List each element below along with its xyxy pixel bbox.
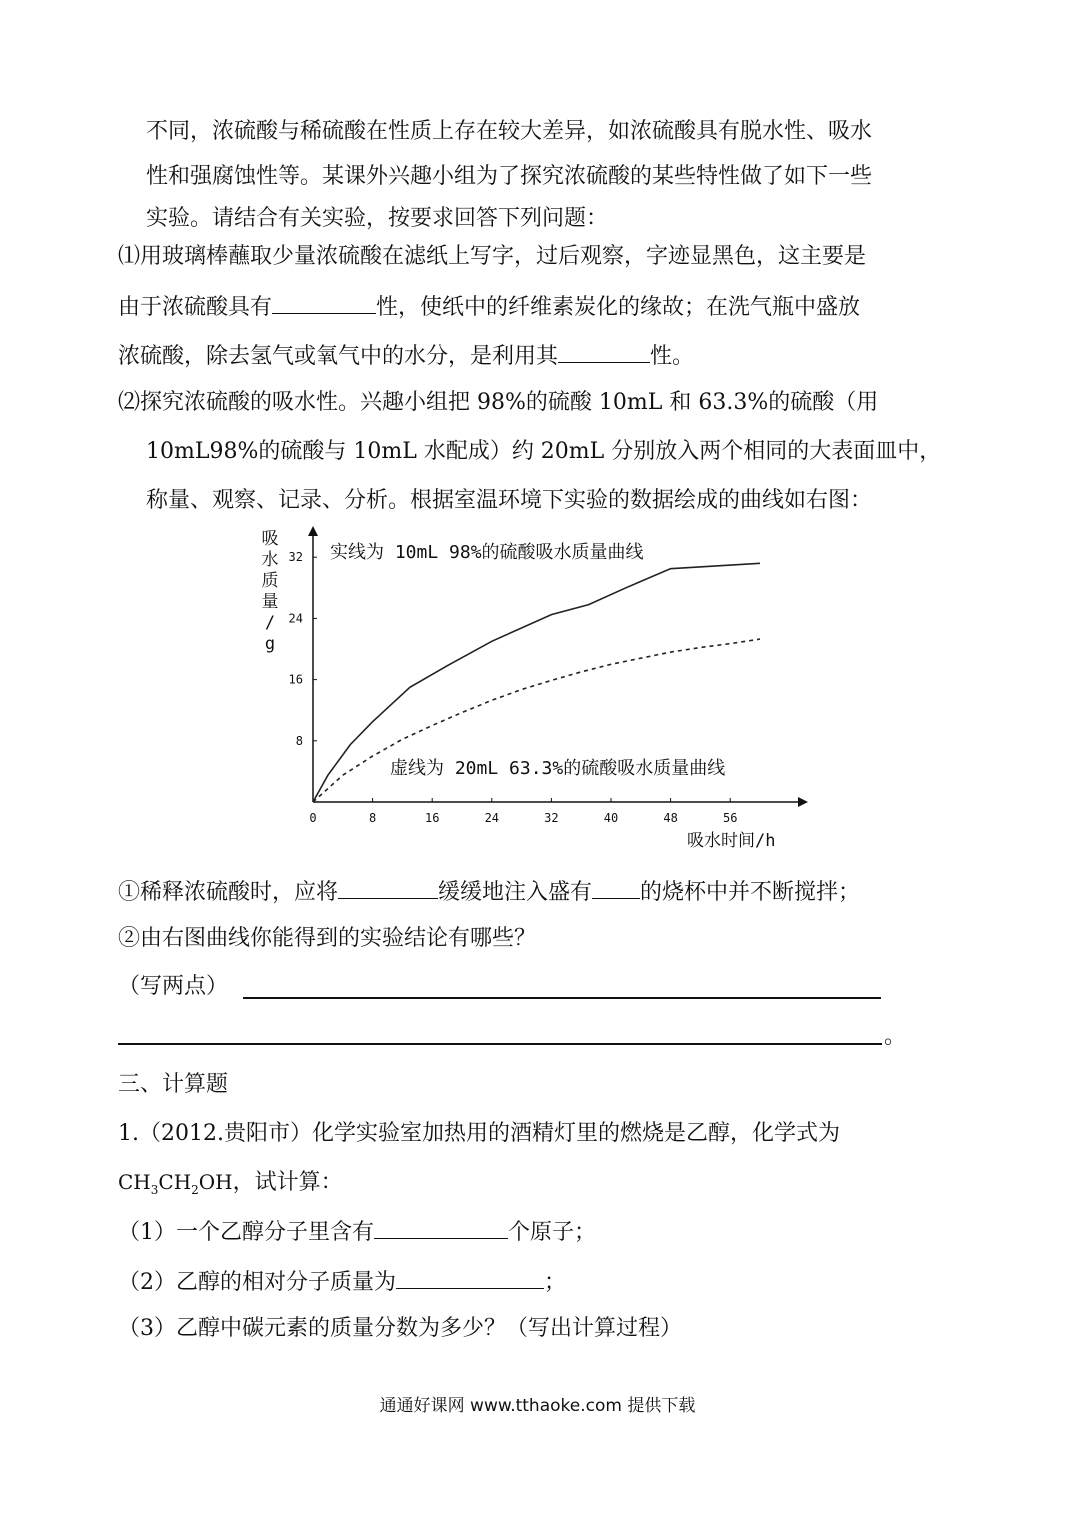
section-3-sub-1	[118, 1216, 596, 1248]
x-tick-label: 48	[663, 811, 678, 825]
formula-ch: CH	[118, 1170, 151, 1194]
answer-blank-acid[interactable]	[338, 876, 438, 899]
x-tick-label: 56	[722, 811, 738, 825]
q2-line-2: 10mL98%的硫酸与 10mL 水配成）约 20mL 分别放入两个相同的大表面皿中，	[146, 439, 942, 464]
q2-sub-1-b: 缓缓地注入盛有	[438, 880, 593, 905]
formula-tail: ，试计算：	[232, 1170, 343, 1195]
answer-line-2[interactable]	[118, 1043, 882, 1045]
y-label-char: g	[264, 634, 276, 654]
y-label-char: 质	[261, 571, 279, 591]
x-tick-label: 32	[544, 811, 559, 825]
x-tick-label: 24	[484, 811, 500, 825]
section-3-sub-1-b: 个原子；	[508, 1220, 597, 1245]
q1-line-2-b: 性，使纸中的纤维素炭化的缘故；在洗气瓶中盛放	[376, 295, 861, 320]
section-3-title: 三、计算题	[118, 1072, 229, 1097]
q2-line-1: ⑵探究浓硫酸的吸水性。兴趣小组把 98%的硫酸 10mL 和 63.3%的硫酸（用	[118, 390, 879, 415]
answer-line-1[interactable]	[243, 997, 881, 999]
y-axis-label	[262, 529, 279, 654]
section-3-sub-2-b: ；	[544, 1270, 567, 1295]
answer-blank-water[interactable]	[592, 876, 640, 899]
x-tick-label: 16	[424, 811, 440, 825]
answer-blank-dehydration[interactable]	[272, 291, 376, 314]
q2-sub-2: ②由右图曲线你能得到的实验结论有哪些？	[118, 926, 537, 951]
end-period: 。	[884, 1024, 907, 1049]
q1-line-1: ⑴用玻璃棒蘸取少量浓硫酸在滤纸上写字，过后观察，字迹显黑色，这主要是	[118, 244, 867, 269]
q2-sub-2-hint: （写两点）	[118, 974, 229, 999]
y-tick-label: 32	[288, 550, 303, 565]
q1-line-3-b: 性。	[650, 344, 695, 369]
y-label-char: 量	[261, 592, 279, 612]
x-axis-arrow	[798, 797, 808, 807]
legend-dashed-series: 虚线为 20mL 63.3%的硫酸吸水质量曲线	[390, 758, 726, 779]
section-3-sub-1-a: （1）一个乙醇分子里含有	[118, 1220, 374, 1245]
y-label-char: /	[264, 613, 276, 633]
answer-blank-absorption[interactable]	[558, 340, 650, 363]
x-axis-label: 吸水时间/h	[687, 831, 776, 850]
q1-line-3	[118, 340, 694, 372]
y-tick-label: 16	[288, 672, 303, 687]
q2-sub-1-a: ①稀释浓硫酸时，应将	[118, 880, 339, 905]
legend-solid-series: 实线为 10mL 98%的硫酸吸水质量曲线	[330, 542, 644, 563]
q2-line-3: 称量、观察、记录、分析。根据室温环境下实验的数据绘成的曲线如右图：	[146, 488, 873, 513]
water-absorption-chart	[255, 520, 815, 850]
formula-sub-2: 2	[191, 1183, 199, 1197]
footer: 通通好课网 www.tthaoke.com 提供下载	[379, 1396, 696, 1416]
q1-line-2-a: 由于浓硫酸具有	[118, 295, 273, 320]
x-tick-label: 0	[309, 811, 317, 825]
y-tick-label: 24	[288, 611, 303, 626]
section-3-sub-2	[118, 1266, 566, 1298]
x-tick-label: 40	[603, 811, 619, 825]
intro-line-3: 实验。请结合有关实验，按要求回答下列问题：	[146, 206, 609, 231]
q1-line-2	[118, 291, 860, 323]
q2-sub-1	[118, 876, 860, 908]
answer-blank-molar-mass[interactable]	[396, 1266, 544, 1289]
formula-ch2: CH	[158, 1170, 192, 1194]
section-3-sub-2-a: （2）乙醇的相对分子质量为	[118, 1270, 396, 1295]
section-3-p1-line-2	[118, 1167, 343, 1205]
y-label-char: 吸	[261, 529, 279, 549]
y-tick-label: 8	[295, 733, 303, 748]
formula-sub-3: 3	[150, 1183, 159, 1197]
y-label-char: 水	[261, 550, 279, 570]
q2-sub-1-c: 的烧杯中并不断搅拌；	[640, 880, 861, 905]
answer-blank-atoms[interactable]	[374, 1216, 508, 1239]
section-3-sub-3: （3）乙醇中碳元素的质量分数为多少？（写出计算过程）	[118, 1316, 682, 1341]
intro-line-2: 性和强腐蚀性等。某课外兴趣小组为了探究浓硫酸的某些特性做了如下一些	[146, 164, 873, 189]
section-3-p1-line-1: 1.（2012.贵阳市）化学实验室加热用的酒精灯里的燃烧是乙醇，化学式为	[118, 1121, 840, 1146]
x-tick-label: 8	[368, 811, 377, 825]
q1-line-3-a: 浓硫酸，除去氢气或氧气中的水分，是利用其	[118, 344, 559, 369]
y-axis-arrow	[308, 526, 318, 536]
intro-line-1: 不同，浓硫酸与稀硫酸在性质上存在较大差异，如浓硫酸具有脱水性、吸水	[146, 119, 873, 144]
formula-oh: OH	[198, 1170, 233, 1194]
